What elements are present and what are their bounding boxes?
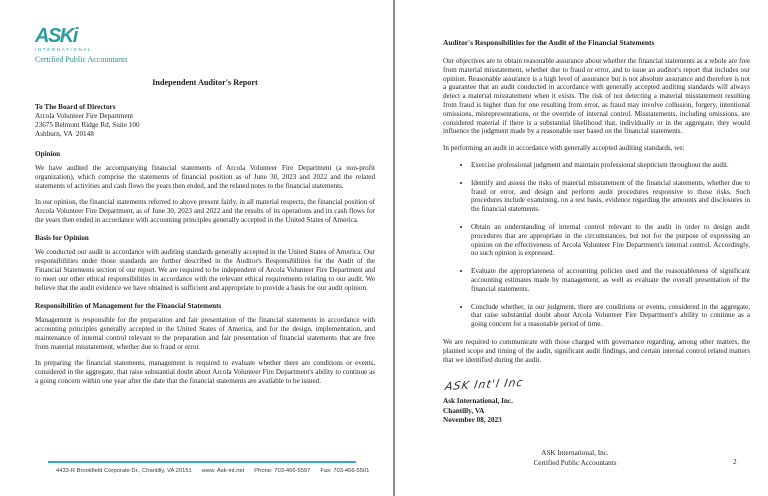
aski-logo-icon: ASKi (35, 25, 77, 47)
signer-firm: Ask International, Inc. (443, 397, 513, 406)
opinion-paragraph-1: We have audited the accompanying financial statements of Arcola Volunteer Fire Department (a non-profit organization), which comprise the statements of financial position as of June 30, 2023 and 2022 and the related statements of activities and cash flows the years then ended, and the related notes to the financial statements. (35, 164, 375, 190)
footer-rule (48, 461, 356, 463)
basis-paragraph: We conducted our audit in accordance with auditing standards generally accepted in the United States of America. Our responsibilities under those standards are further described in the Auditor's Responsibilities for the Audit of the Financial Statements section of our report. We are required to be independent of Arcola Volunteer Fire Department and to meet our other ethical responsibilities in accordance with the relevant ethical requirements relating to our audit. We believe that the audit evidence we have obtained is sufficient and appropriate to provide a basis for our audit opinion. (35, 248, 375, 292)
auditor-responsibilities-paragraph-2: In performing an audit in accordance with generally accepted auditing standards, we: (443, 144, 685, 153)
recipient-address (35, 103, 375, 139)
opinion-heading: Opinion (35, 150, 61, 158)
signer-location: Chantilly, VA (443, 406, 485, 415)
audit-standards-bullet-list (457, 161, 750, 329)
footer-website: www. Ask-int.net (201, 468, 245, 474)
recipient-org: Arcola Volunteer Fire Department (35, 112, 134, 120)
auditor-responsibilities-paragraph-1: Our objectives are to obtain reasonable assurance about whether the financial statements as a whole are free from material misstatement, whether due to fraud or error, and to issue an auditor's report that includes our opinion. Reasonable assurance is a high level of assurance but is not absolute assurance and therefore is not a guarantee that an audit conducted in accordance with generally accepted auditing standards will always detect a material misstatement when it exists. The risk of not detecting a material misstatement resulting from fraud is higher than for one resulting from error, as fraud may involve collusion, forgery, intentional omissions, misrepresentations, or the override of internal control. Misstatements, including omissions, are considered material if there is a substantial likelihood that, individually or in the aggregate, they would influence the judgment made by a reasonable user based on the financial statements. (443, 57, 750, 136)
basis-heading: Basis for Opinion (35, 234, 89, 242)
signer-date: November 08, 2023 (443, 416, 502, 425)
management-paragraph-1: Management is responsible for the preparation and fair presentation of the financial statements in accordance with accounting principles generally accepted in the United States of America, and for the design, implementation, and maintenance of internal control relevant to the preparation and fair presentation of financial statements that are free from material misstatement, whether due to fraud or error. (35, 316, 375, 351)
recipient-salutation: To The Board of Directors (35, 103, 116, 111)
signer-block (443, 397, 750, 426)
recipient-city: Ashburn, VA 20148 (35, 130, 94, 138)
governance-paragraph: We are required to communicate with those charged with governance regarding, among other matters, the planned scope and timing of the audit, significant audit findings, and certain internal control related matters that we identified during the audit. (443, 337, 750, 364)
auditor-responsibilities-heading: Auditor's Responsibilities for the Audit of the Financial Statements (443, 38, 655, 47)
bullet-item: • Exercise professional judgment and maintain professional skepticism throughout the audit. (471, 161, 750, 170)
logo-international-label: INTERNATIONAL (35, 47, 93, 52)
management-paragraph-2: In preparing the financial statements, management is required to evaluate whether there are conditions or events, considered in the aggregate, that raise substantial doubt about Arcola Volunteer Fire Department's ability to continue as a going concern within one year after the date that the financial statements are available to be issued. (35, 359, 375, 385)
footer-fax: Fax: 703-466-5501 (320, 468, 370, 474)
page-number: 2 (733, 458, 737, 466)
opinion-paragraph-2: In our opinion, the financial statements referred to above present fairly, in all material respects, the financial position of Arcola Volunteer Fire Department, as of June 30, 2023 and 2022 and the results of its operations and its cash flows for the years then ended in accordance with accounting principles generally accepted in the United States of America. (35, 198, 375, 224)
management-heading: Responsibilities of Management for the Financial Statements (35, 302, 222, 310)
footer-firm-tagline: Certified Public Accountants (533, 458, 617, 467)
logo-tagline: Certified Public Accountants (35, 55, 128, 64)
footer-phone: Phone: 703-466-5597 (254, 468, 311, 474)
bullet-item: • Conclude whether, in our judgment, there are conditions or events, considered in the aggregate, that raise substantial doubt about Arcola Volunteer Fire Department's ability to continue as a going concern for a reasonable period of time. (471, 303, 750, 329)
bullet-item: • Evaluate the appropriateness of accounting policies used and the reasonableness of significant accounting estimates made by management, as well as evaluate the overall presentation of the financial statements. (471, 267, 750, 293)
report-title: Independent Auditor's Report (152, 78, 258, 87)
page-2 (395, 0, 768, 496)
page2-footer (425, 449, 725, 468)
bullet-item: • Obtain an understanding of internal control relevant to the audit in order to design audit procedures that are appropriate in the circumstances, but not for the purpose of expressing an opinion on the effectiveness of Arcola Volunteer Fire Department's internal control. Accordingly, no such opinion is expressed. (471, 223, 750, 258)
page1-footer (56, 468, 370, 474)
handwritten-signature: ASK Int'l Inc (444, 376, 525, 394)
footer-address: 4433-R Brookfield Corporate Dr., Chantilly, VA 20151 (56, 468, 192, 474)
recipient-street: 23675 Belmont Ridge Rd, Suite 100 (35, 121, 140, 129)
footer-firm-name: ASK International, Inc. (541, 449, 609, 457)
bullet-item: • Identify and assess the risks of material misstatement of the financial statements, whether due to fraud or error, and design and perform audit procedures responsive to those risks. Such procedures include examining, on a test basis, evidence regarding the amounts and disclosures in the financial statements. (471, 179, 750, 214)
firm-logo (35, 26, 375, 64)
